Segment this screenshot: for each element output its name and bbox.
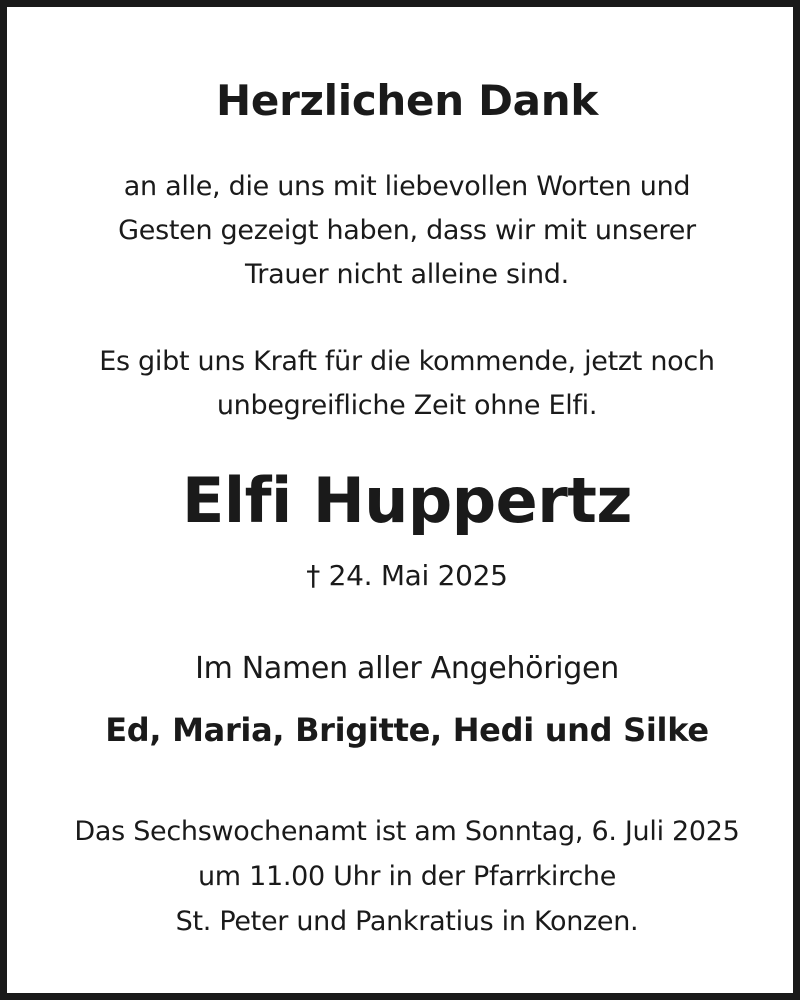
deceased-name: Elfi Huppertz xyxy=(181,464,633,537)
service-line: um 11.00 Uhr in der Pfarrkirche xyxy=(197,861,617,892)
strength-line: Es gibt uns Kraft für die kommende, jetzt noch xyxy=(99,346,715,377)
death-date: † 24. Mai 2025 xyxy=(306,559,508,592)
thanks-line: Trauer nicht alleine sind. xyxy=(245,259,569,290)
service-announcement xyxy=(7,809,800,944)
thanks-paragraph xyxy=(7,165,800,297)
notice-heading: Herzlichen Dank xyxy=(216,76,598,125)
family-names: Ed, Maria, Brigitte, Hedi und Silke xyxy=(105,711,709,749)
strength-line: unbegreifliche Zeit ohne Elfi. xyxy=(216,390,598,421)
service-line: Das Sechswochenamt ist am Sonntag, 6. Juli 2025 xyxy=(74,816,740,847)
strength-paragraph xyxy=(7,340,800,428)
thanks-line: Gesten gezeigt haben, dass wir mit unserer xyxy=(118,215,696,246)
thanks-line: an alle, die uns mit liebevollen Worten und xyxy=(123,171,691,202)
service-line: St. Peter und Pankratius in Konzen. xyxy=(175,906,639,937)
family-intro: Im Namen aller Angehörigen xyxy=(195,651,619,686)
